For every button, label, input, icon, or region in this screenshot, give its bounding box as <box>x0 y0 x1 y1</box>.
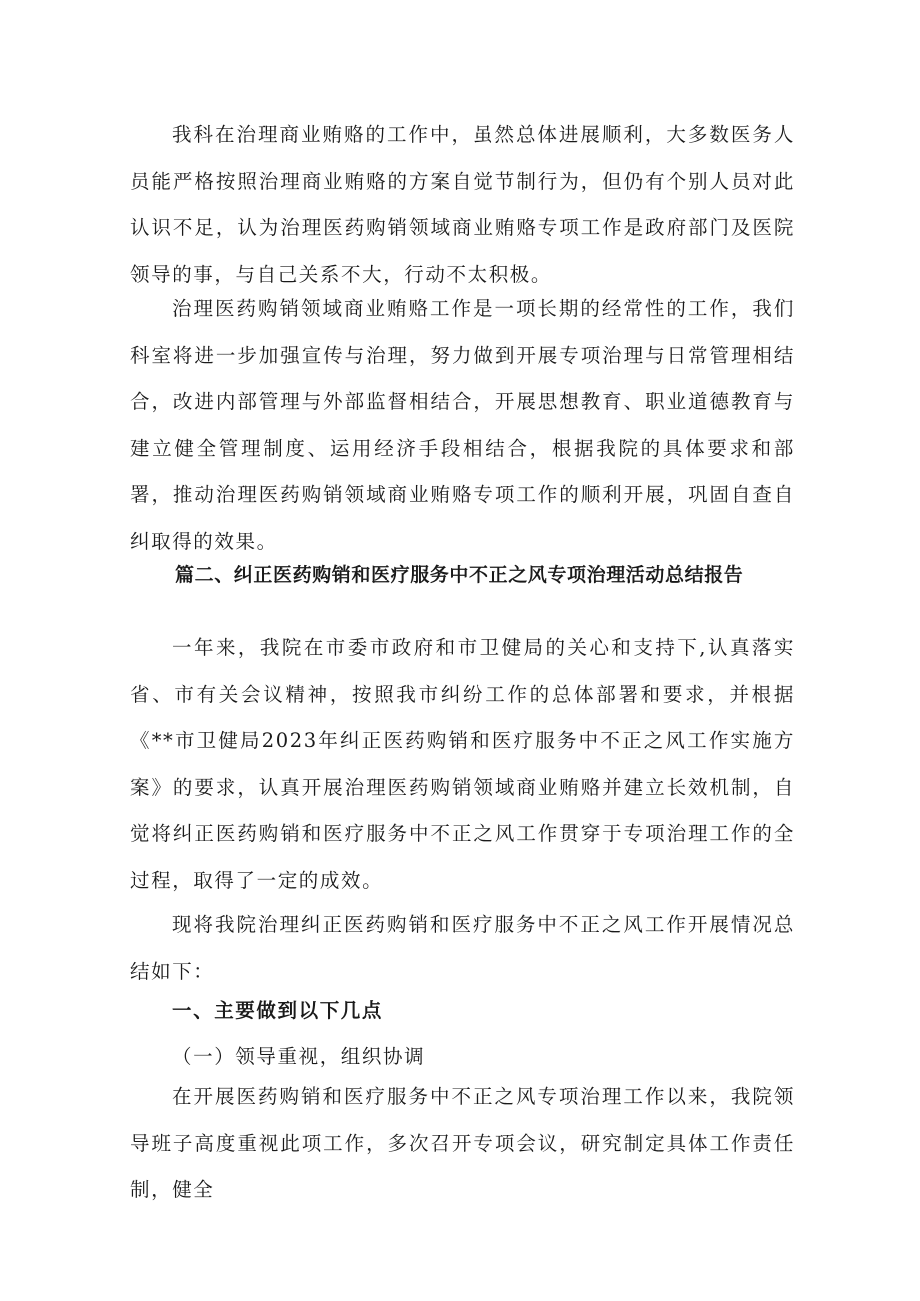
section-title: 篇二、纠正医药购销和医疗服务中不正之风专项治理活动总结报告 <box>175 564 744 586</box>
heading-main-points: 一、主要做到以下几点 <box>172 999 384 1022</box>
body-paragraph-1: 我科在治理商业贿赂的工作中，虽然总体进展顺利，大多数医务人员能严格按照治理商业贿赂的方案自觉节制行为，但仍有个别人员对此认识不足，认为治理医药购销领域商业贿赂专项工作是政府部门及医院领导的事，与自己关系不大，行动不太积极。 <box>130 123 795 286</box>
body-paragraph-4: 现将我院治理纠正医药购销和医疗服务中不正之风工作开展情况总结如下： <box>130 913 795 983</box>
body-paragraph-5: 在开展医药购销和医疗服务中不正之风专项治理工作以来，我院领导班子高度重视此项工作，多次召开专项会议，研究制定具体工作责任制，健全 <box>130 1085 795 1201</box>
body-paragraph-3: 一年来，我院在市委市政府和市卫健局的关心和支持下,认真落实省、市有关会议精神，按照我市纠纷工作的总体部署和要求，并根据《**市卫健局2023年纠正医药购销和医疗服务中不正之风工作实施方案》的要求，认真开展治理医药购销领域商业贿赂并建立长效机制，自觉将纠正医药购销和医疗服务中不正之风工作贯穿于专项治理工作的全过程，取得了一定的成效。 <box>130 636 795 892</box>
body-paragraph-2: 治理医药购销领域商业贿赂工作是一项长期的经常性的工作，我们科室将进一步加强宣传与治理，努力做到开展专项治理与日常管理相结合，改进内部管理与外部监督相结合，开展思想教育、职业道德教育与建立健全管理制度、运用经济手段相结合，根据我院的具体要求和部署，推动治理医药购销领域商业贿赂专项工作的顺利开展，巩固自查自纠取得的效果。 <box>130 297 795 553</box>
subheading-leadership: （一）领导重视，组织协调 <box>172 1045 426 1068</box>
